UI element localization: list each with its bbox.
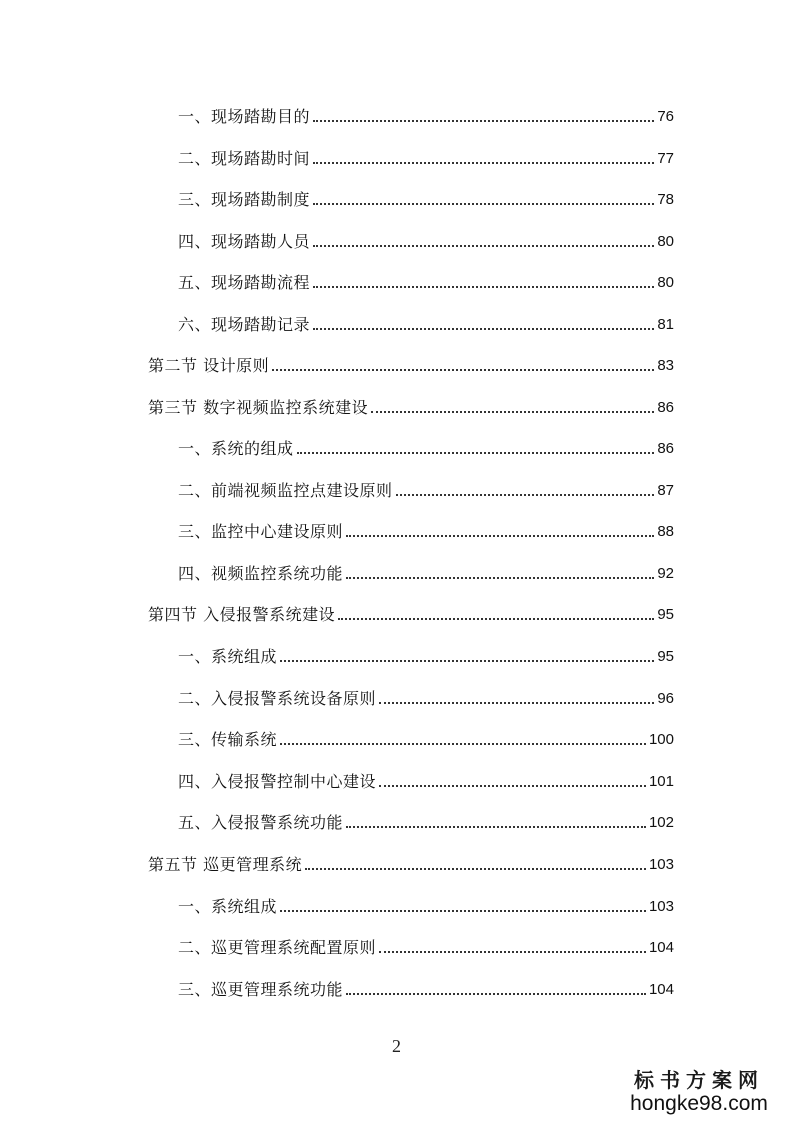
toc-entry-label: 第三节 数字视频监控系统建设	[148, 398, 369, 417]
toc-leader-dots	[280, 660, 654, 662]
toc-entry[interactable]	[178, 729, 674, 751]
toc-entry[interactable]	[148, 854, 674, 876]
watermark-logo	[619, 1068, 779, 1116]
toc-entry-page: 100	[648, 731, 674, 748]
toc-entry[interactable]	[178, 148, 674, 170]
toc-leader-dots	[313, 162, 654, 164]
toc-entry-page: 101	[648, 773, 674, 790]
toc-entry-label: 二、入侵报警系统设备原则	[178, 689, 377, 708]
toc-entry-label: 三、现场踏勘制度	[178, 190, 311, 209]
toc-leader-dots	[371, 411, 654, 413]
toc-entry-label: 第二节 设计原则	[148, 356, 270, 375]
toc-entry-page: 81	[657, 316, 674, 333]
toc-entry-label: 一、现场踏勘目的	[178, 107, 311, 126]
watermark-url: hongke98.com	[630, 1092, 768, 1115]
toc-entry-label: 二、现场踏勘时间	[178, 149, 311, 168]
toc-entry-page: 80	[657, 233, 674, 250]
toc-leader-dots	[379, 951, 646, 953]
toc-entry[interactable]	[178, 438, 674, 460]
toc-leader-dots	[280, 743, 646, 745]
toc-entry-label: 五、现场踏勘流程	[178, 273, 311, 292]
toc-entry-label: 四、视频监控系统功能	[178, 564, 344, 583]
toc-leader-dots	[396, 494, 655, 496]
toc-entry[interactable]	[178, 979, 674, 1001]
toc-entry[interactable]	[178, 896, 674, 918]
toc-entry-label: 五、入侵报警系统功能	[178, 813, 344, 832]
toc-leader-dots	[297, 452, 655, 454]
toc-entry-label: 三、传输系统	[178, 730, 278, 749]
toc-entry-label: 第四节 入侵报警系统建设	[148, 605, 336, 624]
toc-entry-label: 三、监控中心建设原则	[178, 522, 344, 541]
toc-entry-label: 六、现场踏勘记录	[178, 315, 311, 334]
toc-entry-page: 78	[657, 191, 674, 208]
watermark-title: 标书方案网	[634, 1068, 764, 1092]
toc-entry-label: 一、系统组成	[178, 647, 278, 666]
toc-entry-page: 92	[657, 565, 674, 582]
toc-entry[interactable]	[178, 189, 674, 211]
toc-entry-page: 104	[648, 981, 674, 998]
toc-entry-page: 83	[657, 357, 674, 374]
toc-entry-page: 103	[648, 898, 674, 915]
toc-entry-page: 76	[657, 108, 674, 125]
toc-leader-dots	[379, 785, 646, 787]
toc-entry-label: 四、入侵报警控制中心建设	[178, 772, 377, 791]
toc-entry[interactable]	[148, 604, 674, 626]
toc-leader-dots	[305, 868, 646, 870]
toc-entry-label: 一、系统组成	[178, 897, 278, 916]
toc-entry-page: 95	[657, 648, 674, 665]
toc-entry-label: 二、前端视频监控点建设原则	[178, 481, 393, 500]
toc-entry-label: 三、巡更管理系统功能	[178, 980, 344, 999]
toc-entry[interactable]	[178, 106, 674, 128]
toc-entry-page: 96	[657, 690, 674, 707]
toc-entry[interactable]	[178, 812, 674, 834]
toc-entry-page: 87	[657, 482, 674, 499]
toc-entry[interactable]	[178, 937, 674, 959]
toc-leader-dots	[280, 910, 646, 912]
toc-entry-page: 77	[657, 150, 674, 167]
toc-entry[interactable]	[178, 771, 674, 793]
toc-leader-dots	[346, 993, 646, 995]
toc-entry-page: 80	[657, 274, 674, 291]
toc-leader-dots	[272, 369, 654, 371]
toc-entry[interactable]	[178, 272, 674, 294]
toc-leader-dots	[313, 328, 654, 330]
toc-entry[interactable]	[178, 480, 674, 502]
toc-entry-label: 一、系统的组成	[178, 439, 294, 458]
toc-entry-page: 88	[657, 523, 674, 540]
toc-leader-dots	[313, 120, 654, 122]
toc-entry[interactable]	[178, 521, 674, 543]
toc-entry-label: 第五节 巡更管理系统	[148, 855, 303, 874]
toc-leader-dots	[346, 826, 646, 828]
toc-entry[interactable]	[178, 314, 674, 336]
toc-entry[interactable]	[178, 688, 674, 710]
toc-entry-label: 二、巡更管理系统配置原则	[178, 938, 377, 957]
page-number: 2	[392, 1036, 401, 1056]
toc-entry-page: 103	[648, 856, 674, 873]
toc-leader-dots	[346, 535, 654, 537]
toc-leader-dots	[313, 203, 654, 205]
toc-entry[interactable]	[178, 646, 674, 668]
toc-entry-page: 104	[648, 939, 674, 956]
toc-leader-dots	[313, 286, 654, 288]
toc-entry-page: 86	[657, 399, 674, 416]
toc-entry-page: 86	[657, 440, 674, 457]
toc-leader-dots	[313, 245, 654, 247]
toc-entry[interactable]	[148, 355, 674, 377]
toc-entry-page: 95	[657, 606, 674, 623]
toc-entry[interactable]	[178, 231, 674, 253]
toc-leader-dots	[338, 618, 654, 620]
toc-entry-label: 四、现场踏勘人员	[178, 232, 311, 251]
toc-leader-dots	[346, 577, 654, 579]
toc-entry-page: 102	[648, 814, 674, 831]
toc-entry[interactable]	[148, 397, 674, 419]
toc-leader-dots	[379, 702, 654, 704]
toc-entry[interactable]	[178, 563, 674, 585]
